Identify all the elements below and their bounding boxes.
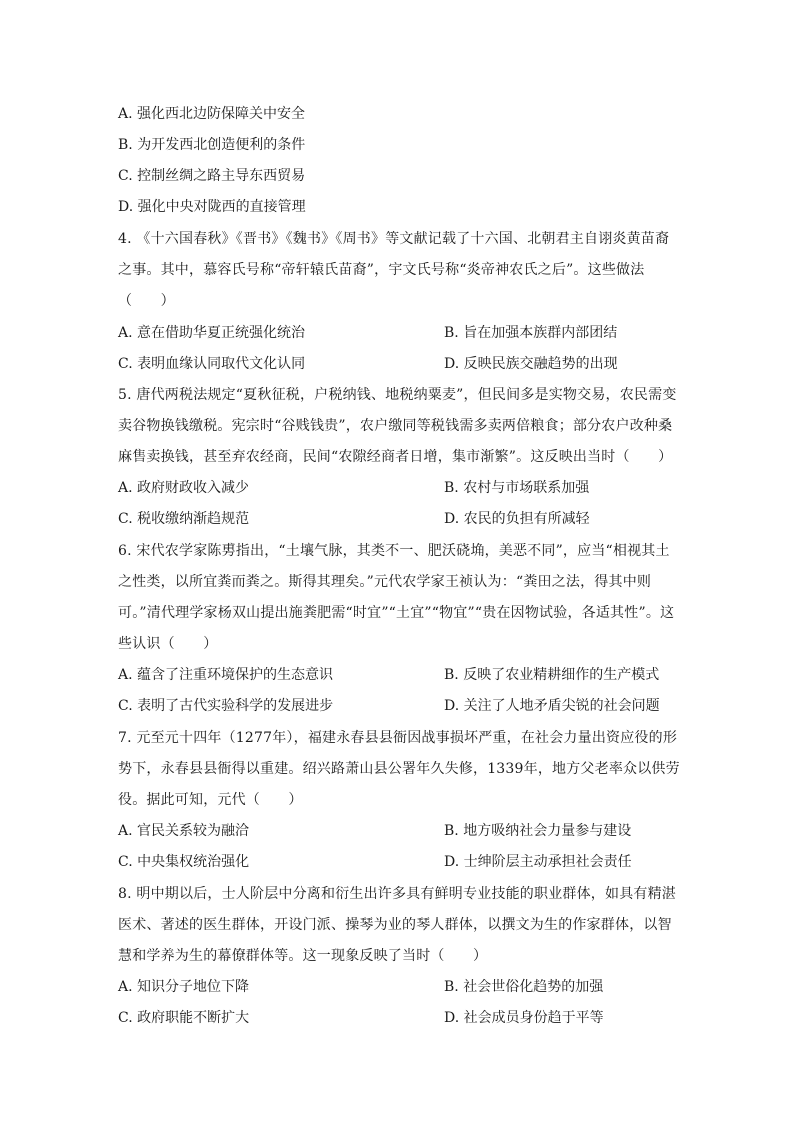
q6-stem-line-3: 可。”清代理学家杨双山提出施粪肥需“时宜”“土宜”“物宜”“贵在因物试验，各适其性”。这 xyxy=(118,605,675,621)
q8-stem-line-1: 8. 明中期以后，士人阶层中分离和衍生出许多具有鲜明专业技能的职业群体，如具有精湛 xyxy=(118,886,677,902)
q5-stem-line-1: 5. 唐代两税法规定“夏秋征税，户税纳钱、地税纳粟麦”，但民间多是实物交易，农民需变 xyxy=(118,387,677,403)
q5-option-d: D. 农民的负担有所减轻 xyxy=(444,511,590,527)
q8-option-c: C. 政府职能不断扩大 xyxy=(118,1010,250,1026)
q6-stem-line-2: 之性类，以所宜粪而粪之。斯得其理矣。”元代农学家王祯认为：“粪田之法，得其中则 xyxy=(118,574,652,590)
q8-option-a: A. 知识分子地位下降 xyxy=(118,979,250,995)
q7-stem-line-2: 势下，永春县县衙得以重建。绍兴路萧山县公署年久失修，1339年，地方父老率众以供劳 xyxy=(118,761,680,777)
q5-stem-line-2: 卖谷物换钱缴税。宪宗时“谷贱钱贵”，农户缴同等税钱需多卖两倍粮食；部分农户改种桑 xyxy=(118,418,673,434)
q8-option-b: B. 社会世俗化趋势的加强 xyxy=(444,979,604,995)
q6-option-b: B. 反映了农业精耕细作的生产模式 xyxy=(444,667,660,683)
q4-option-b: B. 旨在加强本族群内部团结 xyxy=(444,325,618,341)
q7-stem-line-1: 7. 元至元十四年（1277年），福建永春县县衙因战事损坏严重，在社会力量出资应役的形 xyxy=(118,730,678,746)
q8-option-d: D. 社会成员身份趋于平等 xyxy=(444,1010,604,1026)
q8-stem-line-2: 医术、著述的医生群体，开设门派、操琴为业的琴人群体，以撰文为生的作家群体，以智 xyxy=(118,917,672,933)
q3-option-c: C. 控制丝绸之路主导东西贸易 xyxy=(118,168,306,184)
q4-stem-line-2: 之事。其中，慕容氏号称“帝轩辕氏苗裔”，宇文氏号称“炎帝神农氏之后”。这些做法 xyxy=(118,262,645,278)
q4-option-c: C. 表明血缘认同取代文化认同 xyxy=(118,356,306,372)
q5-option-c: C. 税收缴纳渐趋规范 xyxy=(118,511,250,527)
q5-option-b: B. 农村与市场联系加强 xyxy=(444,480,590,496)
q5-option-a: A. 政府财政收入减少 xyxy=(118,480,250,496)
q7-option-b: B. 地方吸纳社会力量参与建设 xyxy=(444,823,632,839)
q4-option-a: A. 意在借助华夏正统强化统治 xyxy=(118,325,306,341)
q6-stem-line-1: 6. 宋代农学家陈旉指出，“土壤气脉，其类不一、肥沃硗埆，美恶不同”，应当“相视其土 xyxy=(118,543,670,559)
q8-stem-line-3: 慧和学养为生的幕僚群体等。这一现象反映了当时（ ） xyxy=(118,948,488,964)
q4-stem-line-1: 4. 《十六国春秋》《晋书》《魏书》《周书》等文献记载了十六国、北朝君主自诩炎黄苗裔 xyxy=(118,231,670,247)
q4-option-d: D. 反映民族交融趋势的出现 xyxy=(444,356,618,372)
q6-option-c: C. 表明了古代实验科学的发展进步 xyxy=(118,698,334,714)
q3-option-b: B. 为开发西北创造便利的条件 xyxy=(118,137,306,153)
q7-option-a: A. 官民关系较为融洽 xyxy=(118,823,250,839)
q6-option-a: A. 蕴含了注重环境保护的生态意识 xyxy=(118,667,334,683)
q3-option-a: A. 强化西北边防保障关中安全 xyxy=(118,106,306,122)
q7-option-c: C. 中央集权统治强化 xyxy=(118,854,250,870)
q5-stem-line-3: 麻售卖换钱，甚至弃农经商，民间“农隙经商者日增，集市渐繁”。这反映出当时（ ） xyxy=(118,449,673,465)
q3-option-d: D. 强化中央对陇西的直接管理 xyxy=(118,199,306,215)
q6-stem-line-4: 些认识（ ） xyxy=(118,636,218,652)
q7-option-d: D. 士绅阶层主动承担社会责任 xyxy=(444,854,632,870)
q7-stem-line-3: 役。据此可知，元代（ ） xyxy=(118,792,303,808)
q6-option-d: D. 关注了人地矛盾尖锐的社会问题 xyxy=(444,698,660,714)
q4-stem-line-3: （ ） xyxy=(118,293,175,309)
